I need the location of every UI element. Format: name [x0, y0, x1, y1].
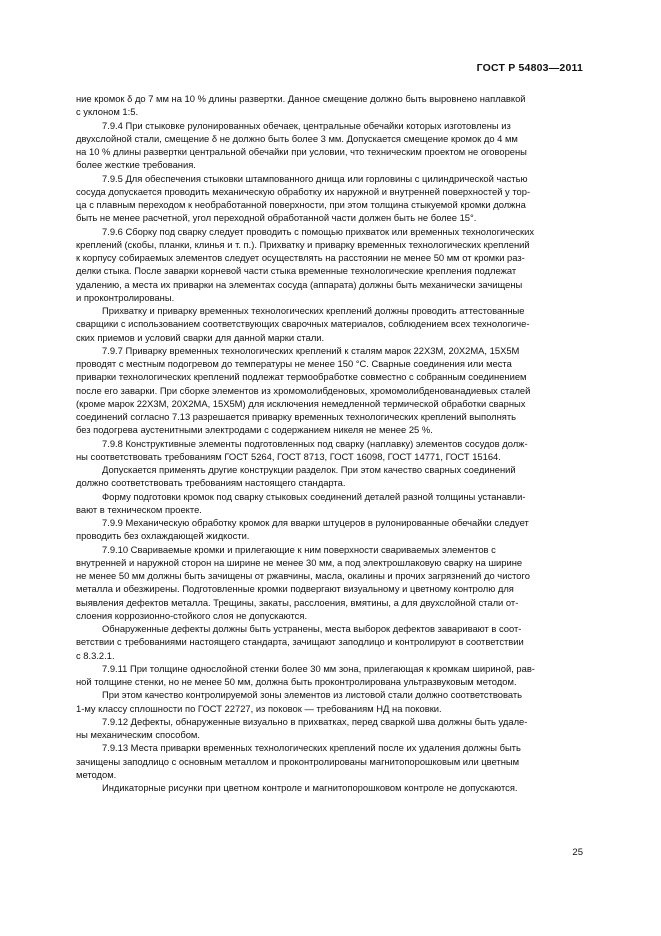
standard-header: ГОСТ Р 54803—2011 — [476, 62, 583, 74]
paragraph-edge-preparation: Форму подготовки кромок под сварку стыковых соединений деталей разной толщины устанавли- вают в техническом проекте. — [76, 490, 526, 515]
paragraph-7-9-13: 7.9.13 Места приварки временных технологических креплений после их удаления должны быть зачищены заподлицо с основным металлом и проконтролированы магнитопорошковым или цветным методом. — [76, 742, 521, 780]
paragraph-continuation: ние кромок δ до 7 мм на 10 % длины развертки. Данное смещение должно быть выровнено наплавкой с уклоном 1:5. — [76, 93, 526, 118]
paragraph-defects-removal: Обнаруженные дефекты должны быть устранены, места выборок дефектов заваривают в соот- ветствии с требованиями настоящего стандарта, зачищают заподлицо и контролируют в соответствии с 8.3.2.1. — [76, 623, 524, 661]
paragraph-7-9-11: 7.9.11 При толщине однослойной стенки более 30 мм зона, прилегающая к кромкам шириной, рав- ной толщине стенки, но не менее 50 мм, должна быть проконтролирована ультразвуковым методом. — [76, 662, 535, 687]
paragraph-tack-welding: Прихватку и приварку временных технологических креплений должны проводить аттестованные сварщики с использованием соответствующих сварочных материалов, соблюдением всех технологиче- ских приемов и условий сварки для данной марки стали. — [76, 305, 530, 343]
paragraph-7-9-10: 7.9.10 Свариваемые кромки и прилегающие к ним поверхности свариваемых элементов с внутренней и наружной сторон на ширине не менее 30 мм, а под электрошлаковую сварку на ширине не менее 50 мм должны быть зачищены от ржавчины, масла, окалины и прочих загрязнений до чистого металла и обезжирены. Подготовленные кромки подвергают визуальному и цветному контролю для выявления дефектов металла. Трещины, закаты, расслоения, вмятины, а для двухслойной стали от- слоения коррозионно-стойкого слоя не допускаются. — [76, 543, 530, 621]
paragraph-7-9-12: 7.9.12 Дефекты, обнаруженные визуально в прихватках, перед сваркой шва должны быть удале- ны механическим способом. — [76, 715, 528, 740]
paragraph-other-designs: Допускается применять другие конструкции разделок. При этом качество сварных соединений должно соответствовать требованиям настоящего стандарта. — [76, 464, 516, 489]
paragraph-indicator-patterns: Индикаторные рисунки при цветном контроле и магнитопорошковом контроле не допускаются. — [102, 782, 518, 793]
paragraph-quality-zone: При этом качество контролируемой зоны элементов из листовой стали должно соответствовать 1-му классу сплошности по ГОСТ 22727, из поковок — требованиям НД на поковки. — [76, 689, 523, 714]
paragraph-7-9-6: 7.9.6 Сборку под сварку следует проводить с помощью прихваток или временных технологических креплений (скобы, планки, клинья и т. п.). Прихватку и приварку временных технологических креплений к корпусу собираемых элементов следует осуществлять на расстоянии не менее 50 мм от кромки раз- делки стыка. После заварки корневой части стыка временные технологические крепления подлежат удалению, а места их приварки на элементах сосуда (аппарата) должны быть механически зачищены и проконтролированы. — [76, 225, 535, 303]
paragraph-7-9-9: 7.9.9 Механическую обработку кромок для вварки штуцеров в рулонированные обечайки следует проводить без охлаждающей жидкости. — [76, 517, 529, 542]
paragraph-7-9-5: 7.9.5 Для обеспечения стыковки штампованного днища или горловины с цилиндрической частью сосуда допускается проводить механическую обработку их наружной и внутренней поверхностей у тор- ца с плавным переходом к необработанной поверхности, при этом толщина стыкуемой кромки должна быть не менее расчетной, угол переходной обработанной части должен быть не более 15°. — [76, 172, 531, 224]
page-number: 25 — [572, 847, 583, 858]
paragraph-7-9-4: 7.9.4 При стыковке рулонированных обечаек, центральные обечайки которых изготовлены из двухслойной стали, смещение δ не должно быть более 3 мм. Допускается смещение кромок до 4 мм на 10 % длины развертки центральной обечайки при условии, что техническим проектом не оговорены более жесткие требования. — [76, 119, 527, 171]
paragraph-7-9-8: 7.9.8 Конструктивные элементы подготовленных под сварку (наплавку) элементов сосудов долж- ны соответствовать требованиям ГОСТ 5264, ГОСТ 8713, ГОСТ 16098, ГОСТ 14771, ГОСТ 15164. — [76, 437, 528, 462]
document-body — [76, 92, 584, 794]
paragraph-7-9-7: 7.9.7 Приварку временных технологических креплений к сталям марок 22Х3М, 20Х2МА, 15Х5М проводят с местным подогревом до температуры не менее 150 °С. Сварные соединения или места приварки технологических креплений подлежат термообработке совместно с собранным соединением после его заварки. При сборке элементов из хромомолибденовых, хромомолибденованадиевых сталей (кроме марок 22Х3М, 20Х2МА, 15Х5М) для исключения немедленной термической обработки сварных соединений согласно 7.13 разрешается приварку временных технологических креплений выполнять без подогрева аустенитными электродами с содержанием никеля не менее 25 %. — [76, 344, 531, 436]
